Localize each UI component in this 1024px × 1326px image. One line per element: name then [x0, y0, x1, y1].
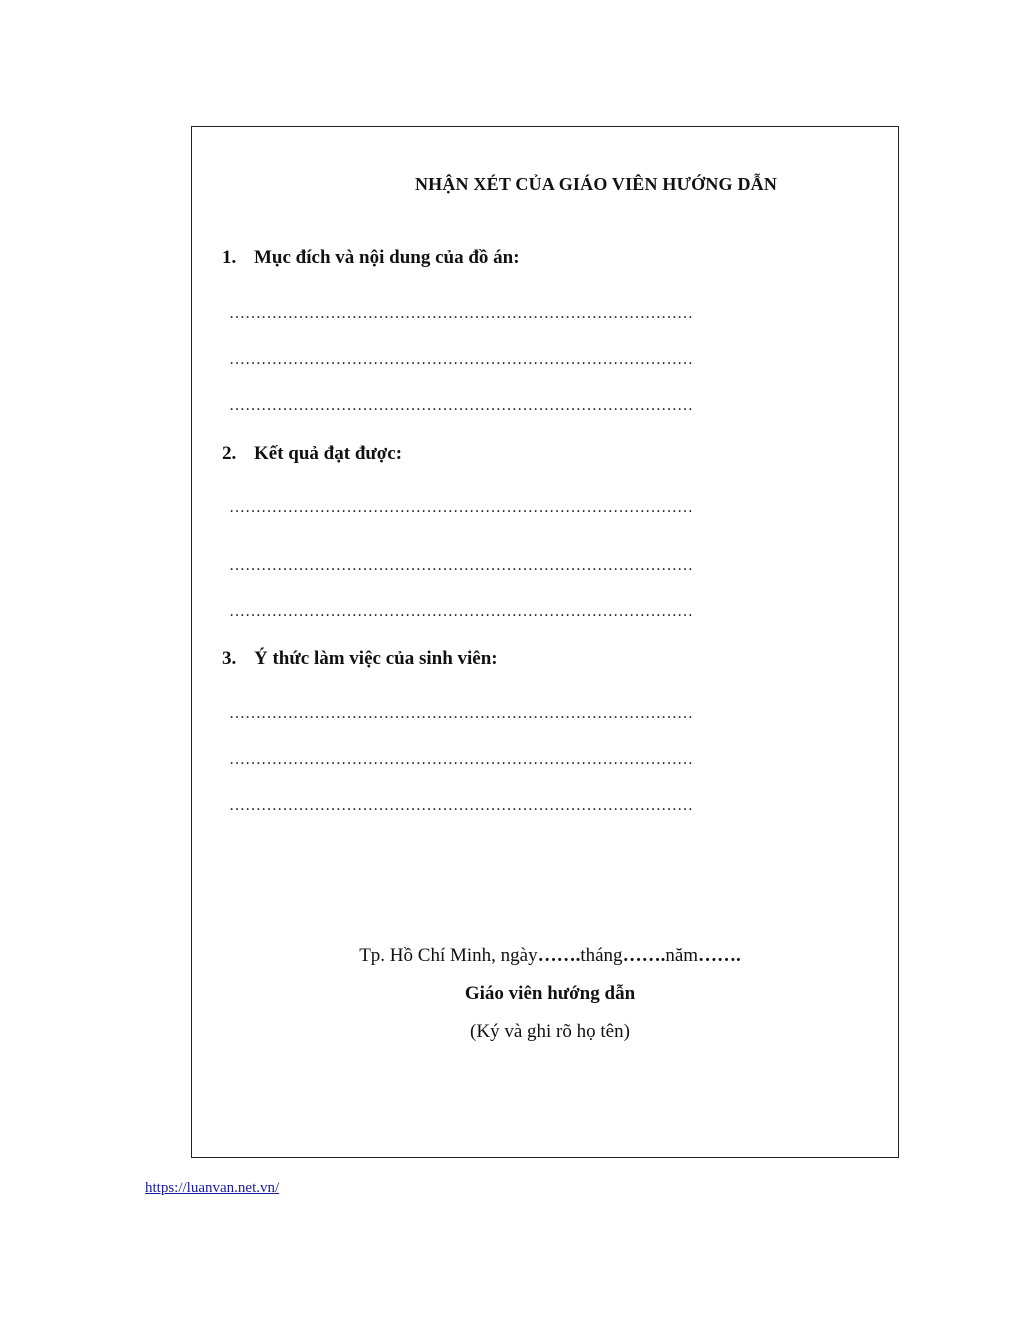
place-date-line [0, 945, 1024, 967]
month-label: tháng [580, 945, 623, 966]
signer-role: Giáo viên hướng dẫn [464, 983, 636, 1004]
section-2-heading [222, 443, 402, 465]
answer-line[interactable]: …………………………………………………………………………… [229, 705, 693, 722]
section-number: 1. [222, 247, 237, 268]
page-title: NHẬN XÉT CỦA GIÁO VIÊN HƯỚNG DẪN [414, 174, 778, 194]
month-fill[interactable]: ……. [622, 945, 666, 966]
year-label: năm [665, 945, 699, 966]
section-3-heading [222, 648, 498, 670]
answer-line[interactable]: …………………………………………………………………………… [229, 397, 693, 414]
answer-line[interactable]: …………………………………………………………………………… [229, 351, 693, 368]
section-heading-text: Kết quả đạt được: [254, 443, 403, 464]
answer-line[interactable]: …………………………………………………………………………… [229, 751, 693, 768]
answer-line[interactable]: …………………………………………………………………………… [229, 499, 693, 516]
answer-line[interactable]: …………………………………………………………………………… [229, 557, 693, 574]
section-heading-text: Mục đích và nội dung của đồ án: [254, 247, 520, 268]
place-date-text: Tp. Hồ Chí Minh, ngày [359, 945, 538, 966]
footer-link[interactable]: https://luanvan.net.vn/ [145, 1180, 280, 1196]
section-number: 2. [222, 443, 237, 464]
answer-line[interactable]: …………………………………………………………………………… [229, 603, 693, 620]
answer-line[interactable]: …………………………………………………………………………… [229, 305, 693, 322]
day-fill[interactable]: ……. [537, 945, 581, 966]
year-fill[interactable]: ……. [698, 945, 741, 966]
section-number: 3. [222, 648, 237, 669]
answer-line[interactable]: …………………………………………………………………………… [229, 797, 693, 814]
section-1-heading [222, 247, 520, 269]
section-heading-text: Ý thức làm việc của sinh viên: [254, 648, 498, 669]
signature-instruction: (Ký và ghi rõ họ tên) [470, 1021, 630, 1042]
